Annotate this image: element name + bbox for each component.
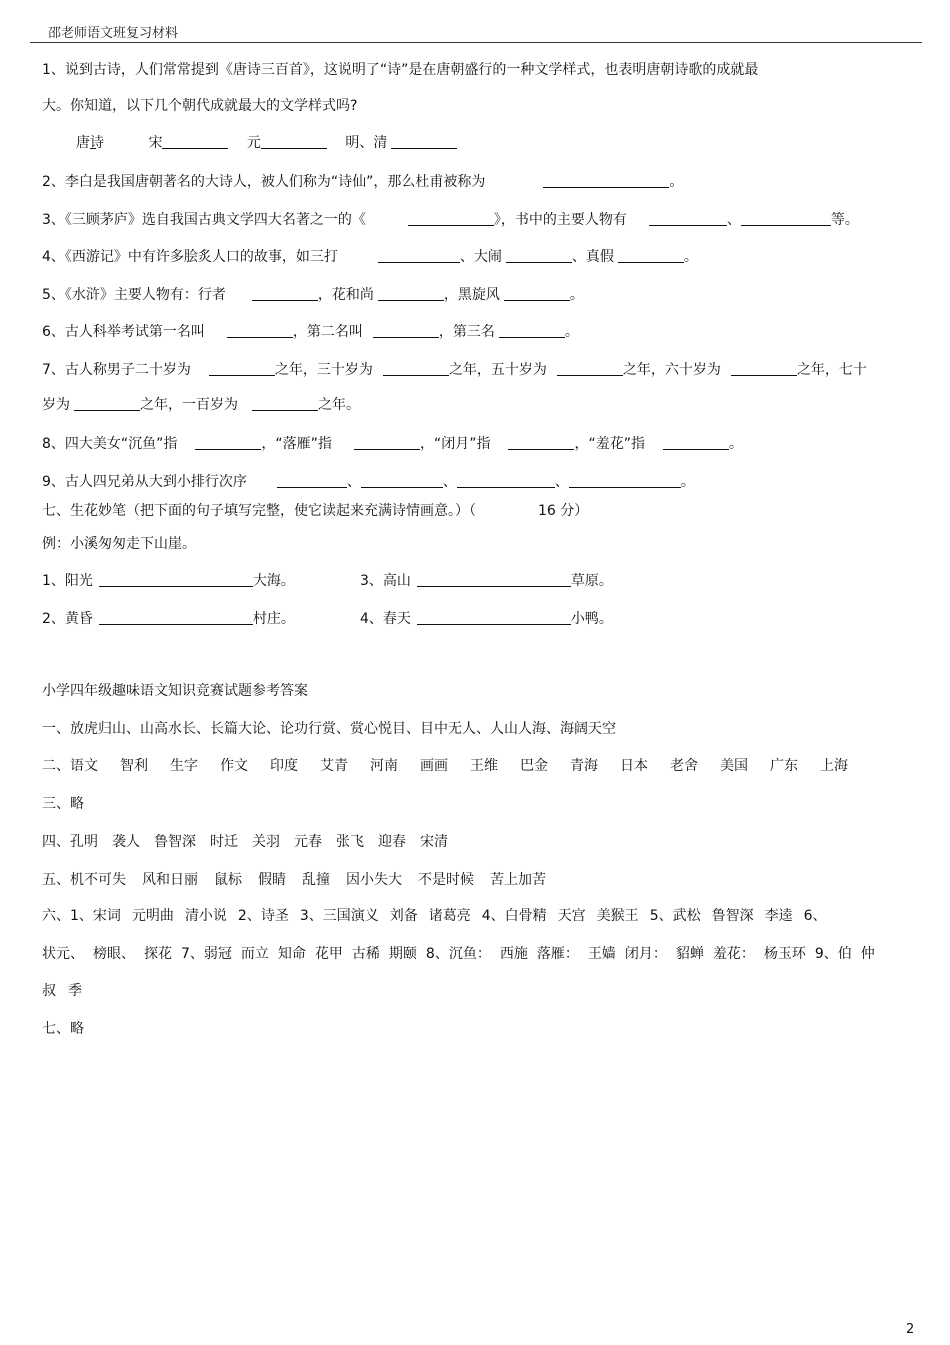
section7-title-text: 七、生花妙笔（把下面的句子填写完整，使它读起来充满诗情画意。）（ xyxy=(42,503,476,519)
q1-tang: 唐诗 xyxy=(76,135,104,151)
answer-term: 二、语文 xyxy=(42,758,98,774)
answer-term: 清小说 xyxy=(184,908,227,924)
q7-line1 xyxy=(42,360,867,380)
blank[interactable] xyxy=(99,610,253,625)
page-number: 2 xyxy=(906,1322,915,1337)
answer-term: 苦上加苦 xyxy=(490,872,546,888)
page-header: 邵老师语文班复习材料 xyxy=(48,26,179,41)
q5-c: ，黑旋风 xyxy=(443,287,500,303)
answer-term: 元明曲 xyxy=(131,908,174,924)
answer-term: 风和日丽 xyxy=(142,872,198,888)
blank[interactable] xyxy=(252,396,318,411)
q1-line1: 1、说到古诗，人们常常提到《唐诗三百首》，这说明了“诗”是在唐朝盛行的一种文学样式，也表明唐朝诗歌的成就最 xyxy=(42,62,759,78)
answer-term: 六、1、宋词 xyxy=(42,908,121,924)
blank[interactable] xyxy=(417,572,571,587)
blank[interactable] xyxy=(90,134,96,149)
q8-end: 。 xyxy=(728,436,743,452)
q1-dynasties xyxy=(76,133,457,153)
answers-six-line2 xyxy=(42,944,875,964)
answer-term: 作文 xyxy=(220,758,248,774)
blank[interactable] xyxy=(99,572,253,587)
answer-term: 鲁智深 xyxy=(154,834,196,850)
blank[interactable] xyxy=(383,361,449,376)
blank[interactable] xyxy=(504,286,570,301)
q7-h: 之年。 xyxy=(318,397,360,413)
q7-a: 7、古人称男子二十岁为 xyxy=(42,362,191,378)
blank[interactable] xyxy=(663,435,729,450)
blank[interactable] xyxy=(508,435,574,450)
answer-term: 因小失大 xyxy=(346,872,402,888)
answer-term: 杨玉环 xyxy=(763,946,806,962)
answer-term: 生字 xyxy=(170,758,198,774)
answer-term: 张飞 xyxy=(336,834,364,850)
answer-term: 时迁 xyxy=(210,834,238,850)
answer-term: 王嫱 xyxy=(587,946,616,962)
blank[interactable] xyxy=(543,173,669,188)
q4-c: 、真假 xyxy=(571,249,614,265)
answer-term: 诸葛亮 xyxy=(428,908,471,924)
answer-term: 美国 xyxy=(720,758,748,774)
answers-three: 三、略 xyxy=(42,796,84,812)
q3-sep: 、 xyxy=(726,212,741,228)
answer-term: 叔 xyxy=(42,983,56,999)
answer-term: 美猴王 xyxy=(596,908,639,924)
q9-a: 9、古人四兄弟从大到小排行次序 xyxy=(42,474,247,490)
q4-a: 4、《西游记》中有许多脍炙人口的故事，如三打 xyxy=(42,249,338,265)
q7-g: 之年，一百岁为 xyxy=(140,397,238,413)
q9-end: 。 xyxy=(680,474,695,490)
answers-five xyxy=(42,870,546,890)
answer-term: 榜眼、 xyxy=(93,946,135,962)
answer-term: 7、弱冠 xyxy=(181,946,232,962)
answer-term: 四、孔明 xyxy=(42,834,98,850)
answer-term: 鼠标 xyxy=(214,872,242,888)
answer-term: 落雁： xyxy=(536,946,579,962)
answer-term: 知命 xyxy=(277,946,306,962)
q9-sep: 、 xyxy=(346,474,361,490)
blank[interactable] xyxy=(277,473,347,488)
blank[interactable] xyxy=(618,248,684,263)
blank[interactable] xyxy=(557,361,623,376)
q5-b: ，花和尚 xyxy=(317,287,374,303)
answer-term: 不是时候 xyxy=(418,872,474,888)
blank[interactable] xyxy=(391,134,457,149)
q2-text: 2、李白是我国唐朝著名的大诗人，被人们称为“诗仙”，那么杜甫被称为 xyxy=(42,174,486,190)
blank[interactable] xyxy=(227,323,293,338)
answer-term: 日本 xyxy=(620,758,648,774)
answers-six-line3 xyxy=(42,981,82,1001)
answer-term: 画画 xyxy=(420,758,448,774)
s7-label: 2、黄昏 xyxy=(42,611,93,627)
answer-term: 季 xyxy=(68,983,82,999)
blank[interactable] xyxy=(252,286,318,301)
answer-term: 五、机不可失 xyxy=(42,872,126,888)
answer-term: 闭月： xyxy=(624,946,667,962)
section7-example: 例：小溪匆匆走下山崖。 xyxy=(42,536,196,552)
s7-label: 1、阳光 xyxy=(42,573,93,589)
answer-term: 西施 xyxy=(499,946,528,962)
q8-d: ，“羞花”指 xyxy=(574,436,645,452)
s7-end: 小鸭。 xyxy=(570,611,613,627)
answer-term: 貂蝉 xyxy=(675,946,704,962)
answer-term: 巴金 xyxy=(520,758,548,774)
s7-item-1 xyxy=(42,571,295,591)
blank[interactable] xyxy=(499,323,565,338)
answer-term: 迎春 xyxy=(378,834,406,850)
q7-d: 之年，六十岁为 xyxy=(622,362,721,378)
answer-term: 古稀 xyxy=(351,946,380,962)
q7-f: 岁为 xyxy=(42,397,70,413)
answer-term: 5、武松 xyxy=(649,908,701,924)
s7-item-3 xyxy=(360,571,613,591)
q6-b: ，第二名叫 xyxy=(292,324,363,340)
answer-term: 鲁智深 xyxy=(711,908,754,924)
blank[interactable] xyxy=(209,361,275,376)
q2 xyxy=(42,172,683,192)
s7-label: 3、高山 xyxy=(360,573,411,589)
q7-c: 之年，五十岁为 xyxy=(448,362,547,378)
answer-term: 9、伯 xyxy=(814,946,852,962)
answer-term: 艾青 xyxy=(320,758,348,774)
answers-four xyxy=(42,832,448,852)
q1-song: 宋 xyxy=(148,135,163,151)
answer-term: 探花 xyxy=(144,946,172,962)
answer-term: 印度 xyxy=(270,758,298,774)
answers-six-line1 xyxy=(42,906,827,926)
blank[interactable] xyxy=(408,211,494,226)
q5-end: 。 xyxy=(569,287,584,303)
q8-c: ，“闭月”指 xyxy=(419,436,491,452)
s7-end: 村庄。 xyxy=(252,611,295,627)
q2-end: 。 xyxy=(669,174,684,190)
q3-a: 3、《三顾茅庐》选自我国古典文学四大名著之一的《 xyxy=(42,212,366,228)
section7-score: 16 分） xyxy=(538,503,589,519)
blank[interactable] xyxy=(195,435,261,450)
s7-end: 大海。 xyxy=(252,573,295,589)
answer-term: 元春 xyxy=(294,834,322,850)
answer-term: 而立 xyxy=(240,946,269,962)
blank[interactable] xyxy=(373,323,439,338)
q3 xyxy=(42,210,859,230)
q6-c: ，第三名 xyxy=(438,324,495,340)
section7-title xyxy=(42,501,588,521)
answers-one: 一、放虎归山、山高水长、长篇大论、论功行赏、赏心悦目、目中无人、人山人海、海阔天空 xyxy=(42,721,616,737)
answer-term: 假睛 xyxy=(258,872,286,888)
blank[interactable] xyxy=(506,248,572,263)
answer-term: 关羽 xyxy=(252,834,280,850)
q1-mingqing: 明、清 xyxy=(345,135,388,151)
blank[interactable] xyxy=(741,211,831,226)
s7-item-4 xyxy=(360,609,613,629)
s7-end: 草原。 xyxy=(570,573,613,589)
q8-b: ，“落雁”指 xyxy=(261,436,332,452)
blank[interactable] xyxy=(261,134,327,149)
blank[interactable] xyxy=(731,361,797,376)
q4-b: 、大闹 xyxy=(459,249,502,265)
answer-term: 8、沉鱼： xyxy=(425,946,491,962)
answer-term: 上海 xyxy=(820,758,848,774)
answer-term: 刘备 xyxy=(389,908,418,924)
blank[interactable] xyxy=(569,473,681,488)
blank[interactable] xyxy=(649,211,727,226)
answer-term: 智利 xyxy=(120,758,148,774)
answer-term: 宋清 xyxy=(420,834,448,850)
q6-a: 6、古人科举考试第一名叫 xyxy=(42,324,205,340)
q4 xyxy=(42,247,698,267)
answer-term: 6、 xyxy=(803,908,827,924)
blank[interactable] xyxy=(162,134,228,149)
answers-title: 小学四年级趣味语文知识竞赛试题参考答案 xyxy=(42,683,308,699)
s7-item-2 xyxy=(42,609,295,629)
answer-term: 状元、 xyxy=(42,946,84,962)
answer-term: 王维 xyxy=(470,758,498,774)
q6-end: 。 xyxy=(564,324,579,340)
answers-two xyxy=(42,756,848,776)
blank[interactable] xyxy=(417,610,571,625)
answer-term: 3、三国演义 xyxy=(299,908,379,924)
q5-a: 5、《水浒》主要人物有：行者 xyxy=(42,287,226,303)
answer-term: 期颐 xyxy=(388,946,417,962)
answer-term: 仲 xyxy=(860,946,875,962)
q5 xyxy=(42,285,584,305)
answer-term: 老舍 xyxy=(670,758,698,774)
q7-b: 之年，三十岁为 xyxy=(274,362,373,378)
answer-term: 乱撞 xyxy=(302,872,330,888)
q7-line2 xyxy=(42,395,360,415)
answer-term: 天宫 xyxy=(557,908,586,924)
q9-sep: 、 xyxy=(442,474,457,490)
blank[interactable] xyxy=(74,396,140,411)
blank[interactable] xyxy=(378,286,444,301)
q8 xyxy=(42,434,743,454)
q3-b: 》，书中的主要人物有 xyxy=(493,212,627,228)
blank[interactable] xyxy=(361,473,443,488)
answer-term: 青海 xyxy=(570,758,598,774)
answer-term: 河南 xyxy=(370,758,398,774)
q9 xyxy=(42,472,695,492)
q9-sep: 、 xyxy=(554,474,569,490)
q1-yuan: 元 xyxy=(246,135,261,151)
answer-term: 羞花： xyxy=(712,946,755,962)
answers-seven: 七、略 xyxy=(42,1021,84,1037)
s7-label: 4、春天 xyxy=(360,611,411,627)
q4-end: 。 xyxy=(683,249,698,265)
blank[interactable] xyxy=(354,435,420,450)
answer-term: 广东 xyxy=(770,758,798,774)
q7-e: 之年，七十 xyxy=(796,362,867,378)
answer-term: 2、诗圣 xyxy=(237,908,289,924)
blank[interactable] xyxy=(457,473,555,488)
header-rule xyxy=(30,42,922,43)
answer-term: 袭人 xyxy=(112,834,140,850)
q6 xyxy=(42,322,579,342)
q8-a: 8、四大美女“沉鱼”指 xyxy=(42,436,178,452)
answer-term: 李逵 xyxy=(764,908,793,924)
q1-line2: 大。你知道，以下几个朝代成就最大的文学样式吗? xyxy=(42,98,358,114)
q3-end: 等。 xyxy=(830,212,859,228)
answer-term: 4、白骨精 xyxy=(481,908,547,924)
answer-term: 花甲 xyxy=(314,946,343,962)
blank[interactable] xyxy=(378,248,460,263)
